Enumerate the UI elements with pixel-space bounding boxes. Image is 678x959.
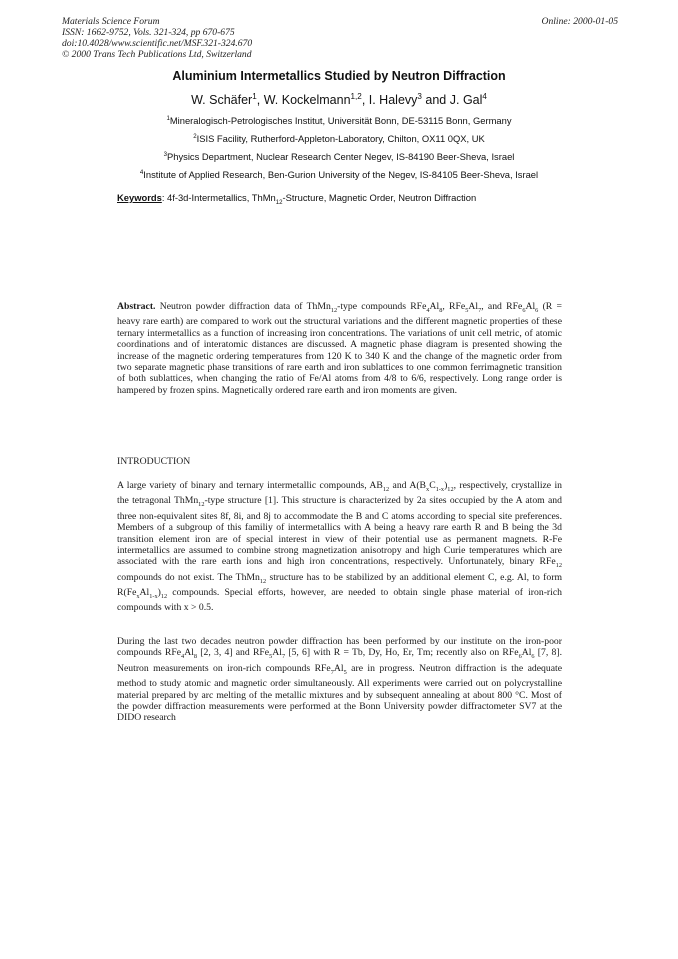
- paragraph-sub: 1-x: [435, 485, 445, 493]
- affiliation-1-marker: 1: [166, 115, 170, 122]
- paragraph-text: -type structure [1]. This structure is characterized by 2a sites occupied by the A atom and three non-equivalent sites 8f, 8i, and 8j to accommodate the B and C atoms according to special site preferences. Members of a subgroup of this familiy of intermetallics with A being a heavy rare earth R and B being the 3d transition element iron are of special interest in view of their potential use as permanent magnets. R-Fe intermetallics are assumed to combine strong magnetization anisotropy and high Curie temperatures which are associated with the rare earth ions and high iron concentrations, respectively. Unfortunately, binary RFe: [117, 495, 562, 568]
- keywords: [117, 192, 476, 206]
- keywords-subscript: 12: [275, 198, 283, 206]
- online-date: Online: 2000-01-05: [541, 16, 618, 27]
- paragraph-sub: 12: [382, 485, 390, 493]
- journal-doi: doi:10.4028/www.scientific.net/MSF.321-324.670: [62, 38, 253, 49]
- affiliation-4-text: Institute of Applied Research, Ben-Gurion University of the Negev, IS-84105 Beer-Sheva, Israel: [143, 169, 539, 181]
- paragraph-sub: 1-x: [149, 592, 158, 600]
- paragraph-sub: x: [136, 592, 140, 600]
- abstract-text: (R = heavy rare earth) are compared to work out the structural variations and the different magnetic properties of these ternary intermetallics as a function of increasing iron concentrations. The variations of unit cell metric, of atomic coordinations and of interatomic distances are discussed. A magnetic phase diagram is presented showing the increase of the magnetic ordering temperatures from 120 K to 340 K and the change of the magnetic order from two separate magnetic phase transitions of rare earth and iron sublattices to one common ferrimagnetic transition of both sublattices, when changing the ratio of Fe/Al atoms from 4/8 to 6/6, respectively. Long range order is hampered by frozen spins. Magnetically ordered rare earth and iron moments are given.: [117, 301, 562, 396]
- paragraph-sub: 12: [259, 577, 267, 585]
- paper-title: Aluminium Intermetallics Studied by Neutron Diffraction: [172, 69, 506, 83]
- abstract-sub: 4: [426, 306, 430, 314]
- paragraph-text: Al: [139, 587, 150, 598]
- abstract-sub: 6: [522, 306, 526, 314]
- introduction-paragraph-1: [117, 480, 562, 614]
- paragraph-text: Al: [184, 647, 194, 659]
- keywords-colon: :: [161, 192, 165, 203]
- author-3-affiliation: 3: [417, 92, 422, 101]
- paragraph-text: , respectively, crystallize in the tetragonal ThMn: [117, 480, 562, 507]
- paragraph-sub: 7: [330, 668, 334, 676]
- abstract-sub: 6: [535, 306, 539, 314]
- paragraph-text: During the last two decades neutron powder diffraction has been performed by our institute on the iron-poor compounds RFe: [117, 636, 562, 659]
- paragraph-text: C: [429, 480, 436, 491]
- paragraph-sub: 6: [531, 653, 535, 661]
- journal-issn: ISSN: 1662-9752, Vols. 321-324, pp 670-675: [62, 27, 235, 38]
- introduction-heading: INTRODUCTION: [117, 456, 191, 467]
- paragraph-sub: 12: [555, 562, 562, 570]
- affiliation-3: [0, 151, 678, 162]
- keywords-label: Keywords: [117, 192, 162, 203]
- abstract-text: , and RFe: [481, 301, 523, 312]
- author-2-affiliation: 1,2: [350, 92, 362, 101]
- author-4-affiliation: 4: [482, 92, 487, 101]
- paragraph-sub: 7: [281, 653, 286, 661]
- abstract-text: Al: [468, 301, 479, 312]
- journal-name: Materials Science Forum: [62, 16, 160, 27]
- journal-header: [62, 16, 618, 60]
- author-conjunction: and: [425, 93, 447, 108]
- paragraph-text: and A(B: [389, 480, 427, 491]
- paragraph-sub: 12: [198, 501, 205, 509]
- abstract-text: Neutron powder diffraction data of ThMn: [155, 301, 331, 312]
- paragraph-text: Al: [521, 647, 532, 659]
- paragraph-text: [7, 8]. Neutron measurements on iron-rich compounds RFe: [117, 647, 562, 674]
- abstract-text: -type compounds RFe: [337, 301, 427, 312]
- paragraph-text: Al: [272, 647, 282, 659]
- author-1-affiliation: 1: [252, 92, 257, 101]
- paragraph-sub: 12: [160, 592, 168, 600]
- paragraph-text: compounds do not exist. The ThMn: [117, 571, 260, 583]
- author-2: W. Kockelmann: [263, 93, 351, 108]
- abstract: [117, 301, 562, 396]
- abstract-text: Al: [429, 301, 440, 312]
- affiliation-4-marker: 4: [139, 169, 144, 176]
- paragraph-text: ): [157, 587, 161, 598]
- paragraph-sub: 4: [181, 653, 185, 661]
- abstract-text: , RFe: [442, 301, 466, 312]
- abstract-sub: 5: [465, 306, 469, 314]
- author-1: W. Schäfer: [191, 93, 253, 108]
- paragraph-sub: 6: [518, 653, 522, 661]
- paragraph-text: compounds. Special efforts, however, are needed to obtain single phase material of iron-rich compounds with x > 0.5.: [117, 587, 562, 614]
- abstract-label: Abstract.: [117, 301, 156, 312]
- affiliation-2-marker: 2: [193, 133, 197, 140]
- affiliation-2: [0, 133, 678, 144]
- author-3: I. Halevy: [368, 93, 418, 108]
- paragraph-text: structure has to be stabilized by an additional element C, e.g. Al, to form R(Fe: [117, 571, 562, 598]
- journal-copyright: © 2000 Trans Tech Publications Ltd, Switzerland: [62, 49, 252, 60]
- introduction-paragraph-2: [117, 636, 562, 724]
- abstract-sub: 12: [330, 306, 338, 314]
- paragraph-text: A large variety of binary and ternary intermetallic compounds, AB: [117, 480, 383, 491]
- keywords-text: 4f-3d-Intermetallics, ThMn: [164, 192, 276, 203]
- keywords-text-end: -Structure, Magnetic Order, Neutron Diffraction: [282, 192, 477, 203]
- affiliation-3-text: Physics Department, Nuclear Research Center Negev, IS-84190 Beer-Sheva, Israel: [167, 151, 515, 163]
- affiliation-2-text: ISIS Facility, Rutherford-Appleton-Laboratory, Chilton, OX11 0QX, UK: [196, 133, 485, 145]
- paragraph-sub: x: [426, 485, 430, 493]
- paragraph-sub: 5: [343, 668, 347, 676]
- paragraph-text: are in progress. Neutron diffraction is the adequate method to study atomic and magnetic order simultaneously. All experiments were carried out on polycrystalline material prepared by arc melting of the metallic mixtures and by subsequent annealing at about 800 °C. Most of the powder diffraction measurements were performed at the Bonn University powder diffractometer SV7 at the DIDO research: [117, 662, 562, 724]
- abstract-sub: 8: [439, 306, 443, 314]
- author-list: W. Schäfer$^1$, W. Kockelmann$^{1,2}$, I. Halevy$^3$ and J. Gal$^4$: [191, 92, 487, 108]
- paragraph-sub: 12: [447, 485, 454, 493]
- paragraph-sub: 5: [269, 653, 273, 661]
- paragraph-text: ): [444, 480, 448, 491]
- paragraph-sub: 8: [193, 653, 198, 661]
- affiliation-4: [0, 169, 678, 180]
- paragraph-text: Al: [333, 662, 344, 674]
- affiliation-1: [0, 115, 678, 126]
- author-4: J. Gal: [449, 93, 483, 108]
- affiliation-3-marker: 3: [163, 151, 167, 158]
- abstract-text: Al: [525, 301, 536, 312]
- paragraph-text: [2, 3, 4] and RFe: [197, 647, 270, 659]
- abstract-sub: 7: [478, 306, 482, 314]
- paragraph-text: [5, 6] with R = Tb, Dy, Ho, Er, Tm; recently also on RFe: [285, 647, 519, 659]
- affiliation-1-text: Mineralogisch-Petrologisches Institut, Universität Bonn, DE-53115 Bonn, Germany: [169, 115, 512, 127]
